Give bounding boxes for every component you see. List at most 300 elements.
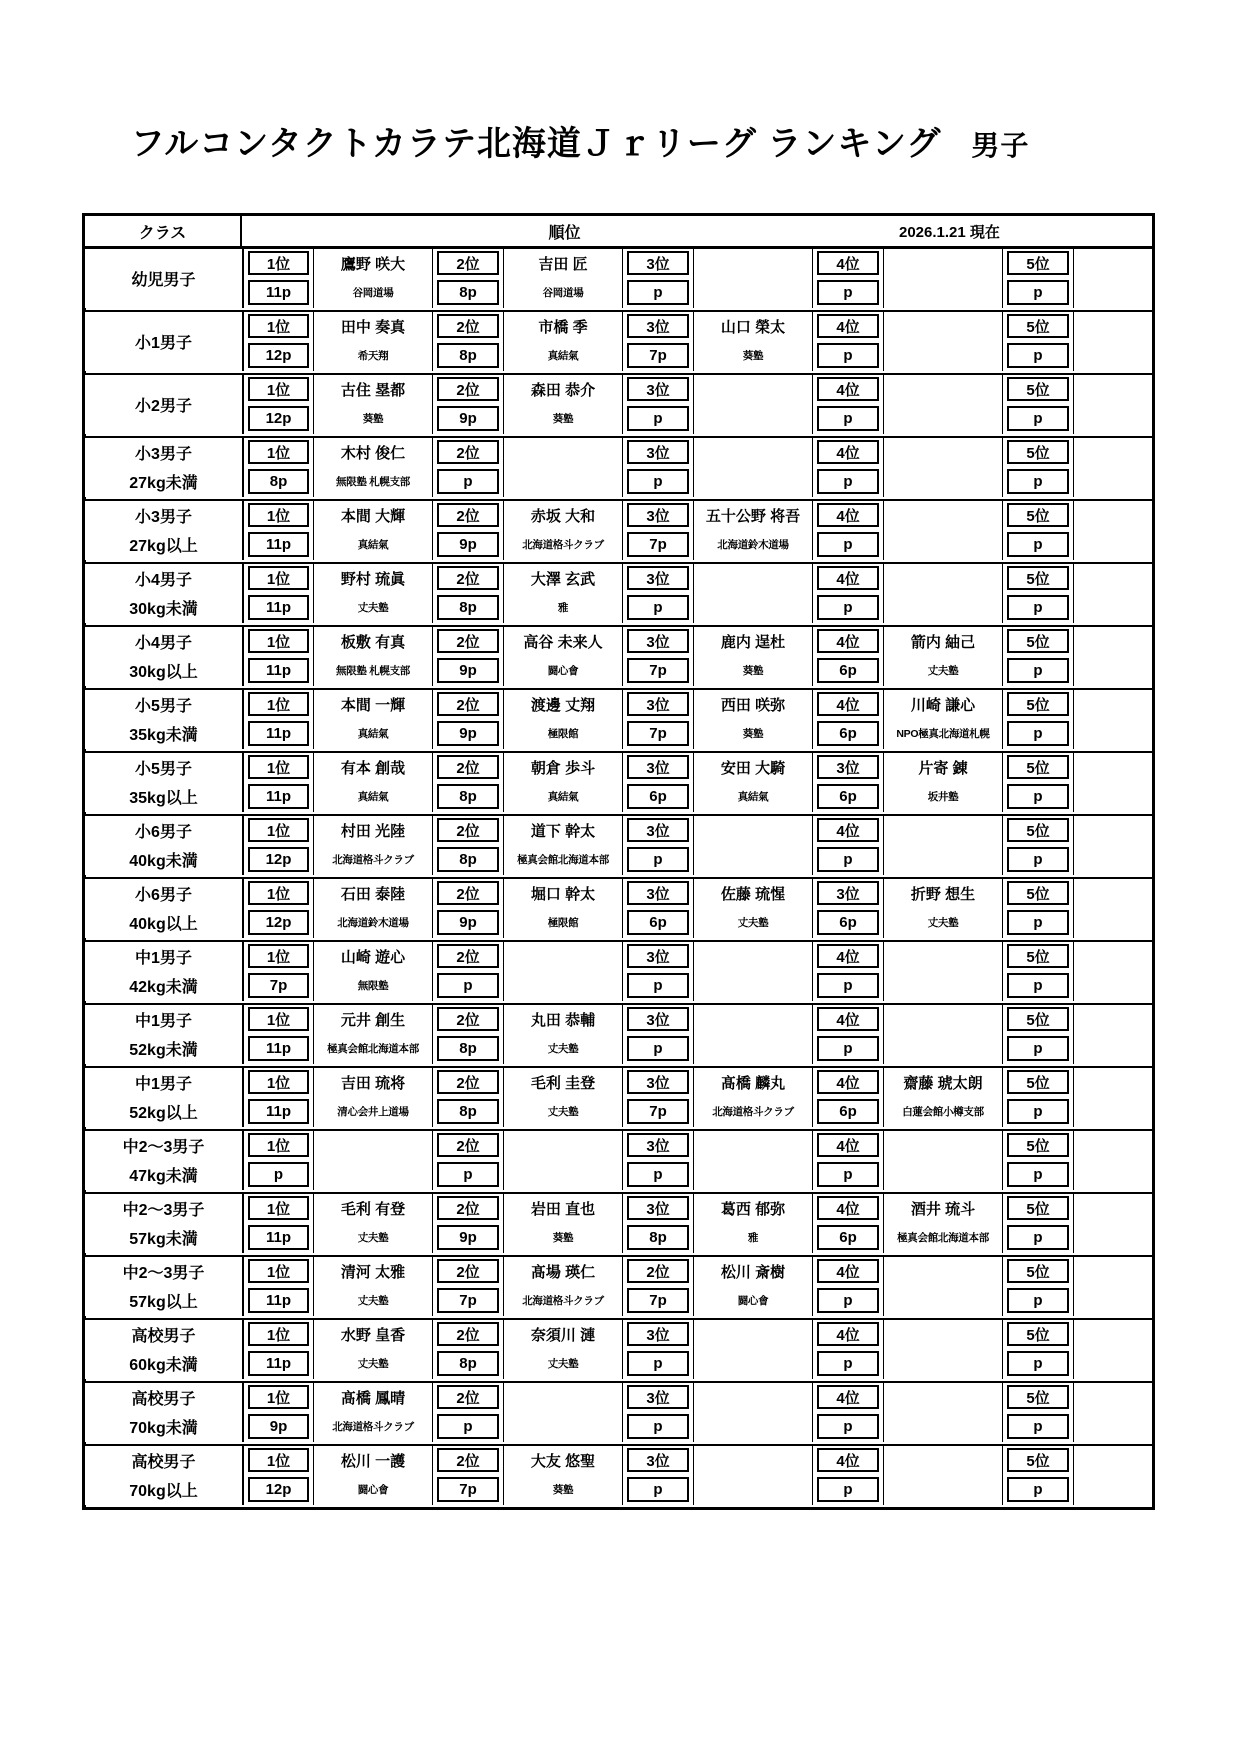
points-value: 6p bbox=[817, 910, 879, 934]
competitor-name bbox=[314, 1131, 432, 1160]
dojo-name bbox=[694, 1160, 812, 1189]
rank-column bbox=[432, 690, 503, 749]
name-column bbox=[1073, 1257, 1152, 1316]
rank-column bbox=[622, 1446, 693, 1505]
points-value: 9p bbox=[437, 721, 499, 745]
rank-column bbox=[1002, 690, 1073, 749]
dojo-name bbox=[1074, 845, 1152, 874]
name-column bbox=[503, 501, 622, 560]
competitor-name: 田中 奏真 bbox=[340, 319, 406, 337]
spacer-cell bbox=[85, 308, 242, 311]
name-column bbox=[313, 564, 432, 623]
rank-column bbox=[622, 1383, 693, 1442]
points-value: p bbox=[817, 1288, 879, 1312]
rank-label: 3位 bbox=[627, 1070, 689, 1094]
dojo-name bbox=[884, 530, 1002, 559]
competitor-name bbox=[1074, 753, 1152, 782]
points-value: p bbox=[817, 847, 879, 871]
dojo-name bbox=[504, 971, 622, 1000]
rank-column bbox=[622, 627, 693, 686]
spacer-cell bbox=[85, 875, 242, 878]
rank-column bbox=[812, 1446, 883, 1505]
class-name-line1: 中2～3男子 bbox=[122, 1139, 205, 1157]
rank-column bbox=[242, 1446, 313, 1505]
rank-column bbox=[812, 879, 883, 938]
name-column bbox=[693, 1005, 812, 1064]
rank-label: 3位 bbox=[627, 692, 689, 716]
points-value: 11p bbox=[248, 595, 309, 619]
competitor-name bbox=[694, 564, 812, 593]
rank-column bbox=[812, 1383, 883, 1442]
class-row bbox=[85, 1003, 1152, 1066]
rank-column bbox=[432, 1131, 503, 1190]
dojo-name bbox=[1074, 1097, 1152, 1126]
rank-label: 4位 bbox=[817, 944, 879, 968]
class-cell bbox=[85, 1194, 242, 1253]
dojo-name bbox=[504, 467, 622, 496]
dojo-name bbox=[1074, 656, 1152, 685]
class-name-line1: 小6男子 bbox=[135, 887, 192, 905]
rank-column bbox=[1002, 1068, 1073, 1127]
rank-label: 4位 bbox=[817, 1259, 879, 1283]
competitor-name bbox=[884, 1383, 1002, 1412]
rank-label: 2位 bbox=[437, 755, 499, 779]
name-column bbox=[883, 501, 1002, 560]
dojo-name bbox=[884, 845, 1002, 874]
points-value: p bbox=[1007, 406, 1069, 430]
rank-column bbox=[812, 1257, 883, 1316]
rank-label: 5位 bbox=[1007, 692, 1069, 716]
dojo-name: 雅 bbox=[747, 1232, 759, 1245]
class-name-line1: 中1男子 bbox=[135, 1076, 192, 1094]
dojo-name bbox=[884, 1034, 1002, 1063]
points-value: 12p bbox=[248, 910, 309, 934]
dojo-name: 極真会館北海道本部 bbox=[327, 1043, 419, 1056]
rank-column bbox=[242, 438, 313, 497]
competitor-name bbox=[694, 438, 812, 467]
competitor-name: 齋藤 琥太朗 bbox=[903, 1075, 983, 1093]
class-row bbox=[85, 814, 1152, 877]
name-column bbox=[503, 879, 622, 938]
rank-label: 2位 bbox=[437, 1322, 499, 1346]
points-value: 6p bbox=[627, 910, 689, 934]
competitor-name: 髙橋 麟丸 bbox=[720, 1075, 786, 1093]
table-body bbox=[85, 249, 1152, 1507]
class-name-line1: 中2～3男子 bbox=[122, 1265, 205, 1283]
competitor-name bbox=[1074, 1446, 1152, 1475]
rank-label: 4位 bbox=[817, 1385, 879, 1409]
class-cell bbox=[85, 375, 242, 434]
name-column bbox=[883, 1131, 1002, 1190]
points-value: 11p bbox=[248, 1099, 309, 1123]
name-column bbox=[693, 1383, 812, 1442]
dojo-name: 丈夫塾 bbox=[927, 665, 959, 678]
rank-label: 5位 bbox=[1007, 1322, 1069, 1346]
rank-column bbox=[242, 1194, 313, 1253]
points-value: p bbox=[1007, 721, 1069, 745]
name-column bbox=[693, 1320, 812, 1379]
name-column bbox=[503, 249, 622, 308]
header-date-label: 2026.1.21 現在 bbox=[899, 223, 1000, 241]
competitor-name: 大澤 玄武 bbox=[530, 571, 596, 589]
dojo-name bbox=[314, 1160, 432, 1189]
points-value: 7p bbox=[437, 1477, 499, 1501]
competitor-name bbox=[694, 1005, 812, 1034]
dojo-name: 北海道格斗クラブ bbox=[522, 539, 604, 552]
name-column bbox=[1073, 1383, 1152, 1442]
points-value: 12p bbox=[248, 1477, 309, 1501]
competitor-name bbox=[1074, 375, 1152, 404]
points-value: 11p bbox=[248, 658, 309, 682]
name-column bbox=[883, 942, 1002, 1001]
competitor-name bbox=[1074, 816, 1152, 845]
rank-column bbox=[1002, 1257, 1073, 1316]
spacer-cell bbox=[85, 749, 242, 752]
spacer-cell bbox=[85, 1316, 242, 1319]
points-value: p bbox=[817, 1414, 879, 1438]
name-column bbox=[313, 1446, 432, 1505]
points-value: p bbox=[817, 406, 879, 430]
rank-label: 1位 bbox=[248, 503, 309, 527]
name-column bbox=[503, 753, 622, 812]
name-column bbox=[883, 1257, 1002, 1316]
points-value: 9p bbox=[437, 406, 499, 430]
name-column bbox=[693, 375, 812, 434]
points-value: p bbox=[817, 1036, 879, 1060]
dojo-name bbox=[504, 1160, 622, 1189]
competitor-name: 吉田 琉将 bbox=[340, 1075, 406, 1093]
points-value: p bbox=[248, 1162, 309, 1186]
class-weight-line2: 40kg以上 bbox=[129, 916, 198, 934]
rank-label: 5位 bbox=[1007, 440, 1069, 464]
dojo-name: 真結氣 bbox=[357, 728, 389, 741]
rank-label: 3位 bbox=[627, 755, 689, 779]
class-row bbox=[85, 940, 1152, 1003]
competitor-name bbox=[694, 1383, 812, 1412]
rank-column bbox=[432, 1320, 503, 1379]
dojo-name bbox=[504, 1412, 622, 1441]
rank-label: 4位 bbox=[817, 503, 879, 527]
rank-column bbox=[812, 1194, 883, 1253]
page-title-gender: 男子 bbox=[971, 130, 1030, 161]
competitor-name bbox=[1074, 879, 1152, 908]
name-column bbox=[693, 312, 812, 371]
class-cell bbox=[85, 249, 242, 308]
points-value: 7p bbox=[437, 1288, 499, 1312]
name-column bbox=[883, 879, 1002, 938]
rank-column bbox=[622, 1131, 693, 1190]
points-value: 8p bbox=[437, 1036, 499, 1060]
points-value: p bbox=[627, 469, 689, 493]
points-value: 7p bbox=[627, 721, 689, 745]
points-value: 8p bbox=[437, 784, 499, 808]
class-row bbox=[85, 499, 1152, 562]
rank-label: 4位 bbox=[817, 1322, 879, 1346]
rank-column bbox=[622, 312, 693, 371]
dojo-name bbox=[884, 1349, 1002, 1378]
rank-label: 2位 bbox=[437, 692, 499, 716]
rank-column bbox=[242, 1131, 313, 1190]
class-row bbox=[85, 310, 1152, 373]
spacer-cell bbox=[85, 623, 242, 626]
rank-label: 5位 bbox=[1007, 881, 1069, 905]
rank-column bbox=[242, 249, 313, 308]
competitor-name: 毛利 圭登 bbox=[530, 1075, 596, 1093]
competitor-name bbox=[1074, 249, 1152, 278]
dojo-name: 極真会館北海道本部 bbox=[897, 1232, 989, 1245]
rank-label: 3位 bbox=[627, 881, 689, 905]
rank-label: 5位 bbox=[1007, 566, 1069, 590]
competitor-name: 丸田 恭輔 bbox=[530, 1012, 596, 1030]
competitor-name: 川崎 謙心 bbox=[910, 697, 976, 715]
rank-column bbox=[622, 501, 693, 560]
dojo-name bbox=[884, 1160, 1002, 1189]
class-row bbox=[85, 1192, 1152, 1255]
rank-label: 1位 bbox=[248, 818, 309, 842]
points-value: p bbox=[817, 973, 879, 997]
rank-label: 2位 bbox=[437, 881, 499, 905]
rank-label: 5位 bbox=[1007, 818, 1069, 842]
points-value: p bbox=[1007, 1351, 1069, 1375]
name-column bbox=[693, 564, 812, 623]
name-column bbox=[503, 1194, 622, 1253]
rank-column bbox=[432, 1257, 503, 1316]
name-column bbox=[313, 375, 432, 434]
points-value: 11p bbox=[248, 1225, 309, 1249]
rank-label: 1位 bbox=[248, 755, 309, 779]
name-column bbox=[313, 942, 432, 1001]
name-column bbox=[313, 438, 432, 497]
rank-column bbox=[812, 1131, 883, 1190]
dojo-name bbox=[884, 1412, 1002, 1441]
points-value: 7p bbox=[627, 658, 689, 682]
rank-label: 3位 bbox=[627, 1196, 689, 1220]
points-value: 11p bbox=[248, 1036, 309, 1060]
rank-column bbox=[1002, 564, 1073, 623]
rank-label: 1位 bbox=[248, 629, 309, 653]
name-column bbox=[1073, 501, 1152, 560]
rank-label: 4位 bbox=[817, 314, 879, 338]
dojo-name: 闘心會 bbox=[737, 1295, 769, 1308]
dojo-name bbox=[694, 593, 812, 622]
name-column bbox=[883, 1383, 1002, 1442]
rank-column bbox=[242, 879, 313, 938]
rank-label: 3位 bbox=[817, 755, 879, 779]
rank-column bbox=[242, 1005, 313, 1064]
name-column bbox=[883, 753, 1002, 812]
rank-column bbox=[812, 438, 883, 497]
dojo-name bbox=[694, 1034, 812, 1063]
class-cell bbox=[85, 438, 242, 497]
class-row bbox=[85, 625, 1152, 688]
competitor-name: 道下 幹太 bbox=[530, 823, 596, 841]
rank-label: 1位 bbox=[248, 1385, 309, 1409]
rank-column bbox=[432, 564, 503, 623]
name-column bbox=[693, 816, 812, 875]
page-title-main: フルコンタクトカラテ北海道Ｊｒリーグ ランキング bbox=[130, 125, 942, 163]
dojo-name bbox=[884, 1475, 1002, 1504]
rank-label: 2位 bbox=[437, 1448, 499, 1472]
rank-column bbox=[622, 249, 693, 308]
dojo-name bbox=[884, 971, 1002, 1000]
spacer-cell bbox=[85, 1442, 242, 1445]
rank-label: 3位 bbox=[817, 881, 879, 905]
class-cell bbox=[85, 501, 242, 560]
points-value: 6p bbox=[817, 784, 879, 808]
dojo-name bbox=[1074, 278, 1152, 307]
competitor-name bbox=[1074, 312, 1152, 341]
name-column bbox=[693, 627, 812, 686]
class-name-line1: 高校男子 bbox=[131, 1454, 196, 1472]
competitor-name bbox=[694, 942, 812, 971]
competitor-name bbox=[884, 1005, 1002, 1034]
rank-label: 5位 bbox=[1007, 755, 1069, 779]
dojo-name bbox=[1074, 971, 1152, 1000]
competitor-name: 松川 一護 bbox=[340, 1453, 406, 1471]
name-column bbox=[883, 564, 1002, 623]
rank-label: 4位 bbox=[817, 440, 879, 464]
dojo-name bbox=[1074, 1286, 1152, 1315]
rank-column bbox=[432, 249, 503, 308]
class-row bbox=[85, 1381, 1152, 1444]
rank-column bbox=[242, 1383, 313, 1442]
dojo-name: 葵塾 bbox=[742, 728, 764, 741]
dojo-name: 葵塾 bbox=[552, 413, 574, 426]
name-column bbox=[693, 753, 812, 812]
competitor-name: 木村 俊仁 bbox=[340, 445, 406, 463]
rank-label: 2位 bbox=[437, 1196, 499, 1220]
class-cell bbox=[85, 942, 242, 1001]
spacer-cell bbox=[85, 1505, 242, 1508]
name-column bbox=[503, 1005, 622, 1064]
class-row bbox=[85, 751, 1152, 814]
name-column bbox=[693, 1131, 812, 1190]
class-weight-line2: 60kg未満 bbox=[129, 1357, 198, 1375]
competitor-name: 水野 皇香 bbox=[340, 1327, 406, 1345]
competitor-name: 毛利 有登 bbox=[340, 1201, 406, 1219]
name-column bbox=[883, 1068, 1002, 1127]
competitor-name: 古住 塁都 bbox=[340, 382, 406, 400]
dojo-name: 丈夫塾 bbox=[357, 1295, 389, 1308]
dojo-name: 無限塾 bbox=[357, 980, 389, 993]
rank-label: 4位 bbox=[817, 629, 879, 653]
class-weight-line2: 42kg未満 bbox=[129, 979, 198, 997]
dojo-name: 白蓮会館小樽支部 bbox=[902, 1106, 984, 1119]
dojo-name: 丈夫塾 bbox=[357, 1232, 389, 1245]
rank-column bbox=[812, 249, 883, 308]
dojo-name: 葵塾 bbox=[362, 413, 384, 426]
points-value: p bbox=[627, 847, 689, 871]
dojo-name: 無限塾 札幌支部 bbox=[335, 476, 411, 489]
spacer-cell bbox=[85, 1253, 242, 1256]
class-name-line1: 幼児男子 bbox=[131, 271, 196, 289]
competitor-name bbox=[884, 1131, 1002, 1160]
class-name-line1: 小4男子 bbox=[135, 572, 192, 590]
rank-label: 1位 bbox=[248, 377, 309, 401]
competitor-name bbox=[884, 1320, 1002, 1349]
competitor-name: 板敷 有真 bbox=[340, 634, 406, 652]
points-value: p bbox=[817, 1351, 879, 1375]
name-column bbox=[313, 1257, 432, 1316]
competitor-name bbox=[1074, 1257, 1152, 1286]
competitor-name bbox=[1074, 1383, 1152, 1412]
competitor-name bbox=[1074, 1320, 1152, 1349]
class-cell bbox=[85, 816, 242, 875]
rank-column bbox=[1002, 1005, 1073, 1064]
competitor-name bbox=[1074, 690, 1152, 719]
rank-label: 3位 bbox=[627, 503, 689, 527]
name-column bbox=[693, 438, 812, 497]
class-cell bbox=[85, 312, 242, 371]
ranking-table bbox=[82, 213, 1155, 1510]
name-column bbox=[1073, 690, 1152, 749]
points-value: p bbox=[1007, 1162, 1069, 1186]
name-column bbox=[503, 312, 622, 371]
name-column bbox=[883, 375, 1002, 434]
rank-column bbox=[242, 564, 313, 623]
rank-column bbox=[1002, 312, 1073, 371]
dojo-name: 雅 bbox=[557, 602, 569, 615]
rank-column bbox=[812, 1320, 883, 1379]
competitor-name bbox=[1074, 1131, 1152, 1160]
competitor-name bbox=[884, 816, 1002, 845]
rank-column bbox=[242, 1257, 313, 1316]
points-value: p bbox=[1007, 343, 1069, 367]
class-name-line1: 中1男子 bbox=[135, 1013, 192, 1031]
points-value: p bbox=[1007, 1414, 1069, 1438]
rank-column bbox=[622, 375, 693, 434]
name-column bbox=[883, 1320, 1002, 1379]
points-value: 7p bbox=[627, 1099, 689, 1123]
rank-label: 3位 bbox=[627, 944, 689, 968]
name-column bbox=[883, 690, 1002, 749]
rank-label: 3位 bbox=[627, 1007, 689, 1031]
competitor-name: 森田 恭介 bbox=[530, 382, 596, 400]
dojo-name: 真結氣 bbox=[357, 791, 389, 804]
rank-column bbox=[432, 816, 503, 875]
competitor-name bbox=[504, 1131, 622, 1160]
name-column bbox=[883, 1446, 1002, 1505]
competitor-name: 山口 榮太 bbox=[720, 319, 786, 337]
points-value: p bbox=[1007, 469, 1069, 493]
rank-label: 1位 bbox=[248, 1196, 309, 1220]
dojo-name: NPO極真北海道札幌 bbox=[896, 728, 990, 741]
points-value: p bbox=[817, 595, 879, 619]
class-row bbox=[85, 877, 1152, 940]
rank-label: 5位 bbox=[1007, 1070, 1069, 1094]
dojo-name: 丈夫塾 bbox=[927, 917, 959, 930]
points-value: 11p bbox=[248, 1288, 309, 1312]
rank-column bbox=[432, 879, 503, 938]
rank-column bbox=[242, 816, 313, 875]
name-column bbox=[883, 438, 1002, 497]
competitor-name: 鹿内 逞杜 bbox=[720, 634, 786, 652]
spacer-cell bbox=[85, 497, 242, 500]
competitor-name: 野村 琉眞 bbox=[340, 571, 406, 589]
dojo-name bbox=[1074, 404, 1152, 433]
name-column bbox=[503, 690, 622, 749]
rank-column bbox=[812, 942, 883, 1001]
name-column bbox=[693, 1068, 812, 1127]
points-value: 9p bbox=[437, 1225, 499, 1249]
points-value: 11p bbox=[248, 532, 309, 556]
name-column bbox=[503, 1383, 622, 1442]
rank-label: 4位 bbox=[817, 1448, 879, 1472]
name-column bbox=[503, 942, 622, 1001]
spacer-cell bbox=[85, 686, 242, 689]
competitor-name bbox=[884, 438, 1002, 467]
name-column bbox=[503, 1131, 622, 1190]
